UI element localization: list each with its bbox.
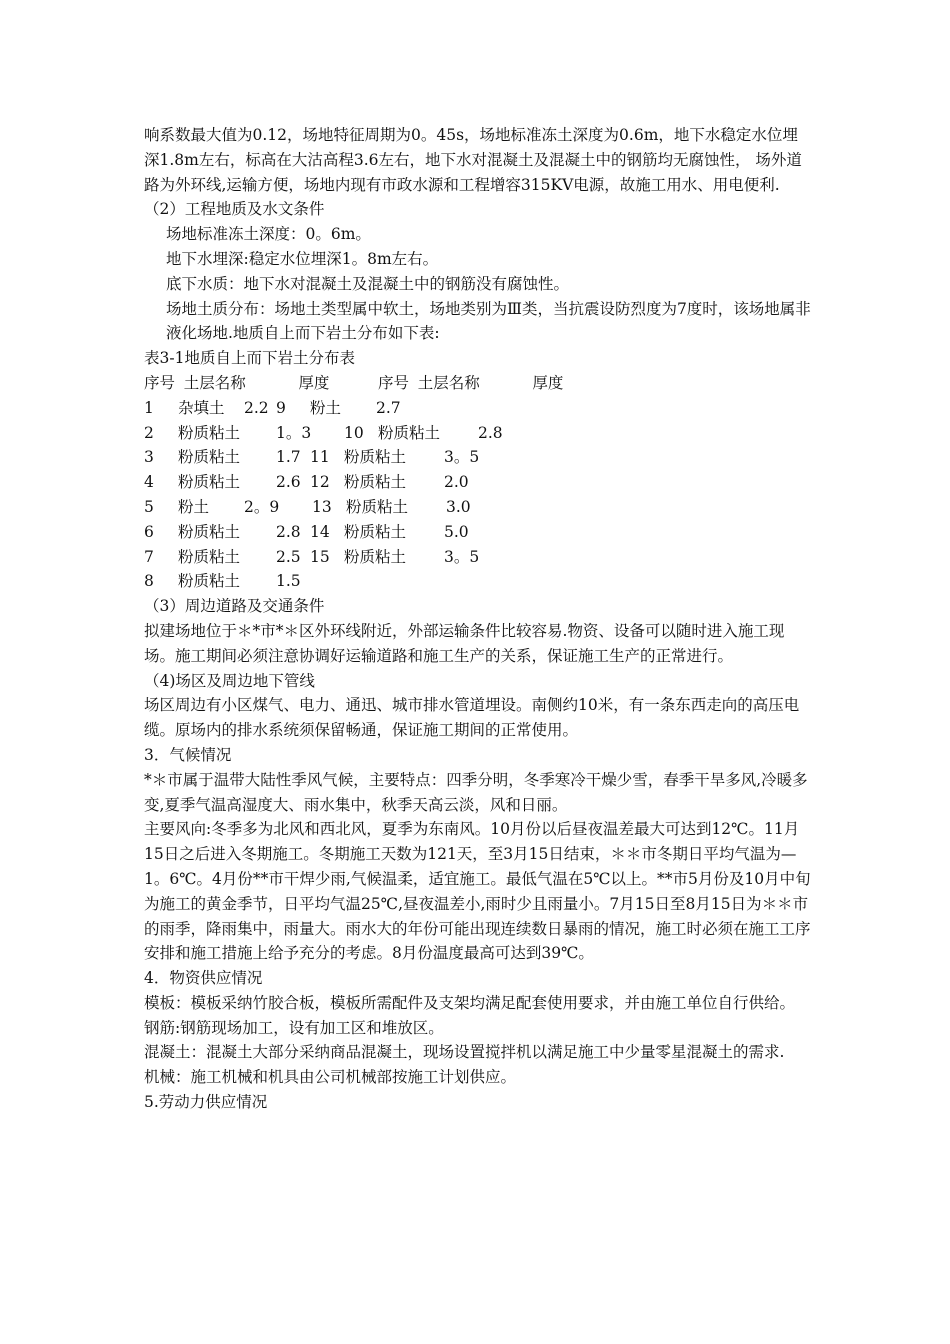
header-thickness: 厚度 — [298, 373, 330, 392]
geo-heading: （2）工程地质及水文条件 — [144, 200, 325, 219]
table-row: 3 粉质粘土 1.7 11 粉质粘土 3。5 — [144, 448, 480, 467]
table-row: 2 粉质粘土 1。3 10 粉质粘土 2.8 — [144, 423, 503, 442]
climate-heading: 3．气候情况 — [144, 745, 232, 764]
road-heading: （3）周边道路及交通条件 — [144, 597, 325, 616]
table-row: 1 杂填土 2.2 9 粉土 2.7 — [144, 398, 401, 417]
geo-item-frost: 场地标准冻土深度：0。6m。 — [166, 225, 371, 244]
supply-rebar: 钢筋:钢筋现场加工，设有加工区和堆放区。 — [144, 1018, 444, 1037]
header-thickness-2: 厚度 — [532, 373, 564, 392]
table-row: 5 粉土 2。9 13 粉质粘土 3.0 — [144, 497, 471, 516]
intro-paragraph: 响系数最大值为0.12，场地特征周期为0。45s，场地标准冻土深度为0.6m，地下水稳定水位埋深1.8m左右，标高在大沽高程3.6左右，地下水对混凝土及混凝土中的钢筋均无腐蚀性， 场外道路为外环线,运输方便，场地内现有市政水源和工程增容315KV电源，故施工用水、用电便利. — [144, 126, 802, 194]
table-row: 4 粉质粘土 2.6 12 粉质粘土 2.0 — [144, 473, 469, 492]
supply-formwork: 模板：模板采纳竹胶合板，模板所需配件及支架均满足配套使用要求，并由施工单位自行供给。 — [144, 993, 796, 1012]
table-body — [144, 396, 604, 594]
table-header-row — [144, 371, 612, 396]
soil-layer-table — [144, 371, 612, 396]
header-soil-name-2: 土层名称 — [417, 373, 480, 392]
geo-item-soil: 场地土质分布：场地土类型属中软土，场地类别为Ⅲ类，当抗震设防烈度为7度时，该场地属非液化场地.地质自上而下岩土分布如下表: — [166, 299, 811, 343]
table-caption: 表3-1地质自上而下岩土分布表 — [144, 349, 355, 368]
geo-item-groundwater: 地下水埋深:稳定水位埋深1。8m左右。 — [166, 249, 439, 268]
road-paragraph: 拟建场地位于＊*市*＊区外环线附近，外部运输条件比较容易.物资、设备可以随时进入施工现场。施工期间必须注意协调好运输道路和施工生产的关系，保证施工生产的正常进行。 — [144, 621, 785, 665]
geo-item-water-quality: 底下水质：地下水对混凝土及混凝土中的钢筋没有腐蚀性。 — [166, 274, 570, 293]
table-row: 8 粉质粘土 1.5 — [144, 572, 301, 591]
document-body — [144, 123, 812, 1115]
table-row: 6 粉质粘土 2.8 14 粉质粘土 5.0 — [144, 522, 469, 541]
supply-machinery: 机械：施工机械和机具由公司机械部按施工计划供应。 — [144, 1068, 517, 1087]
climate-paragraph: 主要风向:冬季多为北风和西北风，夏季为东南风。10月份以后昼夜温差最大可达到12℃。11月15日之后进入冬期施工。冬期施工天数为121天，至3月15日结束，＊＊市冬期日平均气温为—1。6℃。4月份**市干焊少雨,气候温柔，适宜施工。最低气温在5℃以上。**市5月份及10月中旬为施工的黄金季节，日平均气温25℃,昼夜温差小,雨时少且雨量小。7月15日至8月15日为＊＊市的雨季，降雨集中，雨量大。雨水大的年份可能出现连续数日暴雨的情况，施工时必须在施工工序安排和施工措施上给予充分的考虑。8月份温度最高可达到39℃。 — [144, 820, 811, 963]
labor-heading: 5.劳动力供应情况 — [144, 1093, 268, 1112]
pipe-heading: （4)场区及周边地下管线 — [144, 671, 315, 690]
supply-concrete: 混凝土：混凝土大部分采纳商品混凝土，现场设置搅拌机以满足施工中少量零星混凝土的需求. — [144, 1043, 785, 1062]
header-index-2: 序号 — [377, 373, 409, 392]
supply-heading: 4．物资供应情况 — [144, 969, 263, 988]
header-soil-name: 土层名称 — [183, 373, 246, 392]
pipe-paragraph: 场区周边有小区煤气、电力、通迅、城市排水管道埋设。南侧约10米，有一条东西走向的高压电缆。原场内的排水系统须保留畅通，保证施工期间的正常使用。 — [144, 696, 800, 740]
climate-paragraph: *＊市属于温带大陆性季风气候，主要特点：四季分明，冬季寒冷干燥少雪，春季干旱多风,冷暖多变,夏季气温高湿度大、雨水集中，秋季天高云淡，风和日丽。 — [144, 770, 808, 814]
table-row: 7 粉质粘土 2.5 15 粉质粘土 3。5 — [144, 547, 480, 566]
header-index: 序号 — [144, 373, 176, 392]
